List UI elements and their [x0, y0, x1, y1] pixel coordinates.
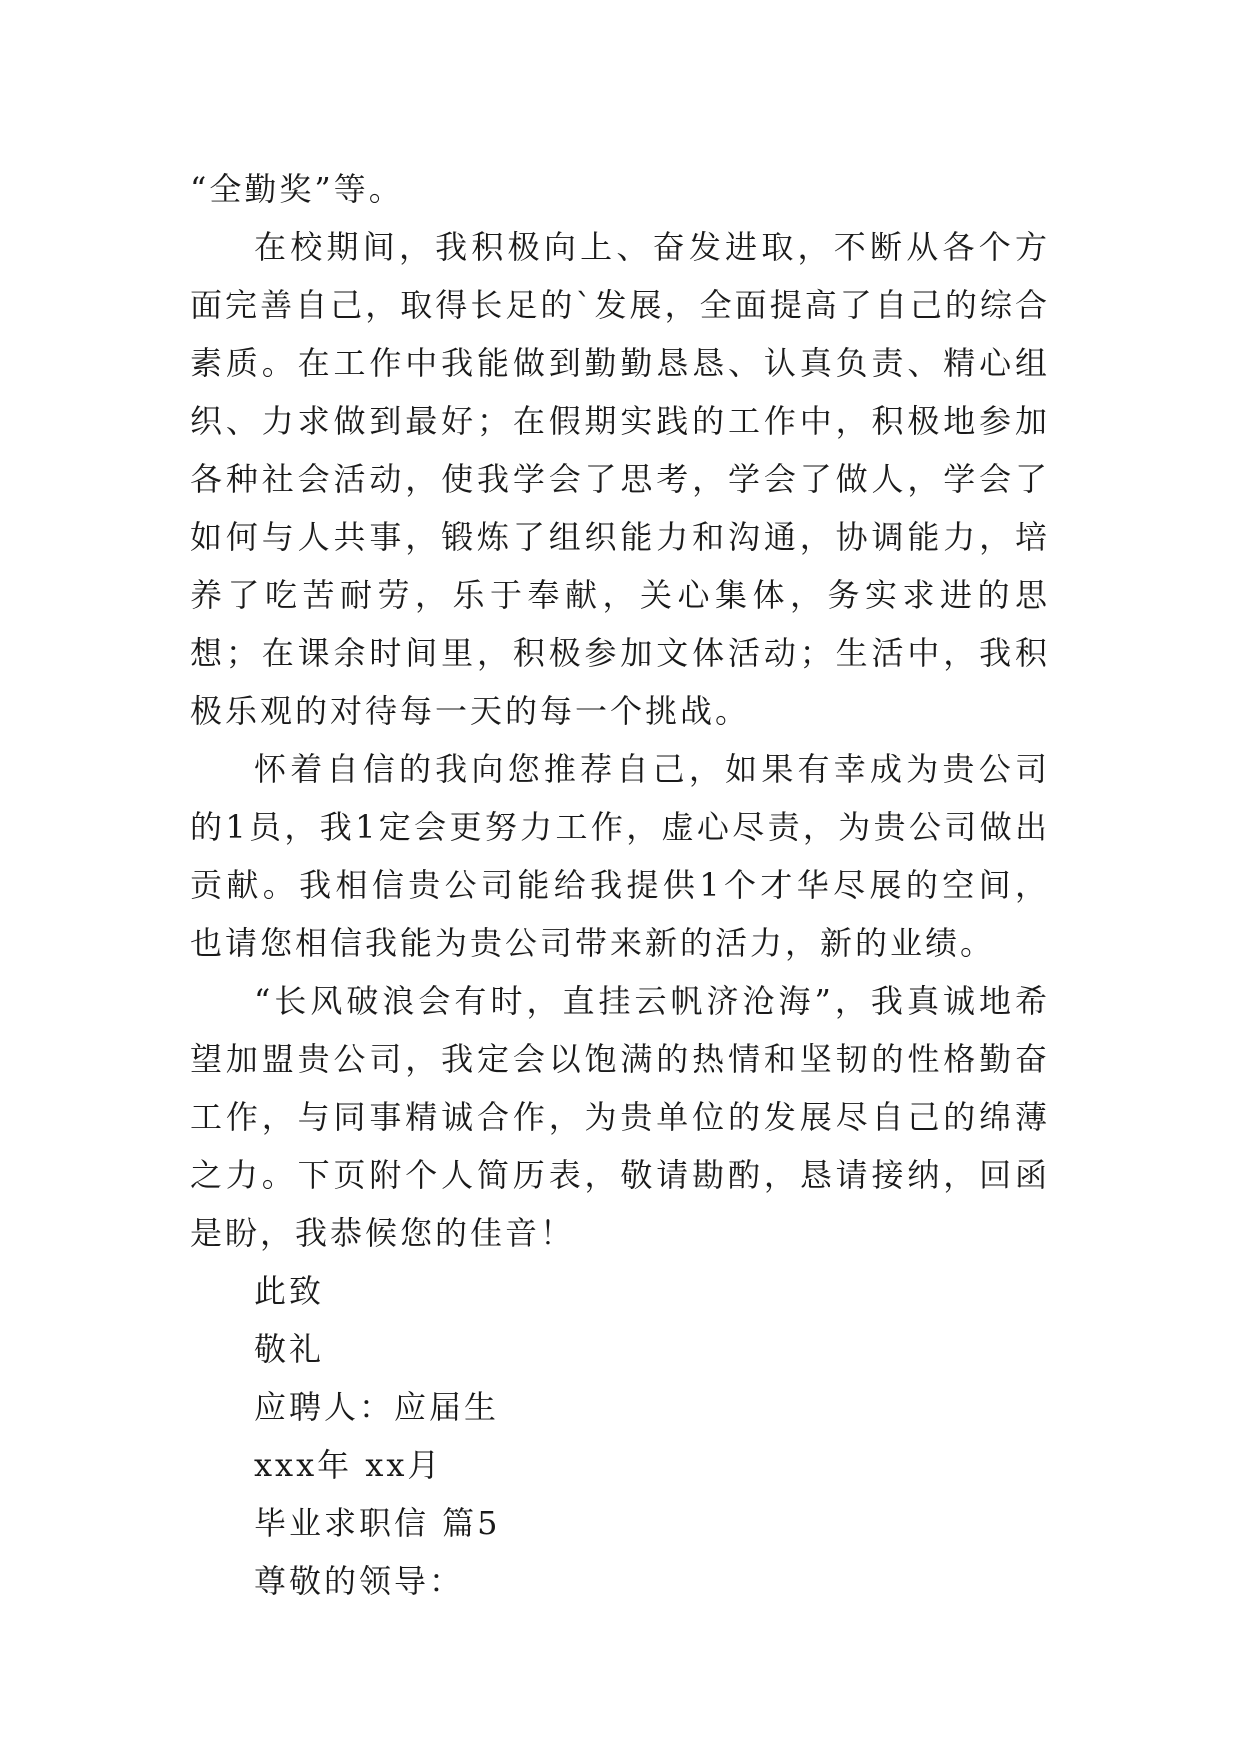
paragraph-recommend: 怀着自信的我向您推荐自己，如果有幸成为贵公司的1员，我1定会更努力工作，虚心尽责，为贵公司做出贡献。我相信贵公司能给我提供1个才华尽展的空间，也请您相信我能为贵公司带来新的活力，新的业绩。 [190, 750, 1050, 962]
paragraph-school: 在校期间，我积极向上、奋发进取，不断从各个方面完善自己，取得长足的`发展，全面提高了自己的综合素质。在工作中我能做到勤勤恳恳、认真负责、精心组织、力求做到最好；在假期实践的工作中，积极地参加各种社会活动，使我学会了思考，学会了做人，学会了如何与人共事，锻炼了组织能力和沟通，协调能力，培养了吃苦耐劳，乐于奉献，关心集体，务实求进的思想；在课余时间里，积极参加文体活动；生活中，我积极乐观的对待每一天的每一个挑战。 [190, 228, 1050, 730]
applicant-name: 应聘人：应届生 [254, 1388, 500, 1426]
closing-salutation: 此致 [254, 1272, 325, 1310]
paragraph-hope: “长风破浪会有时，直挂云帆济沧海”，我真诚地希望加盟贵公司，我定会以饱满的热情和坚韧的性格勤奋工作，与同事精诚合作，为贵单位的发展尽自己的绵薄之力。下页附个人简历表，敬请勘酌，恳请接纳，回函是盼，我恭候您的佳音！ [190, 982, 1050, 1252]
closing-regards: 敬礼 [254, 1330, 325, 1368]
letter-body [190, 160, 1050, 1610]
next-letter-title: 毕业求职信 篇5 [254, 1504, 501, 1542]
paragraph-intro-tail: “全勤奖”等。 [190, 170, 404, 208]
next-letter-greeting: 尊敬的领导： [254, 1562, 465, 1600]
letter-date: xxx年 xx月 [254, 1446, 443, 1484]
